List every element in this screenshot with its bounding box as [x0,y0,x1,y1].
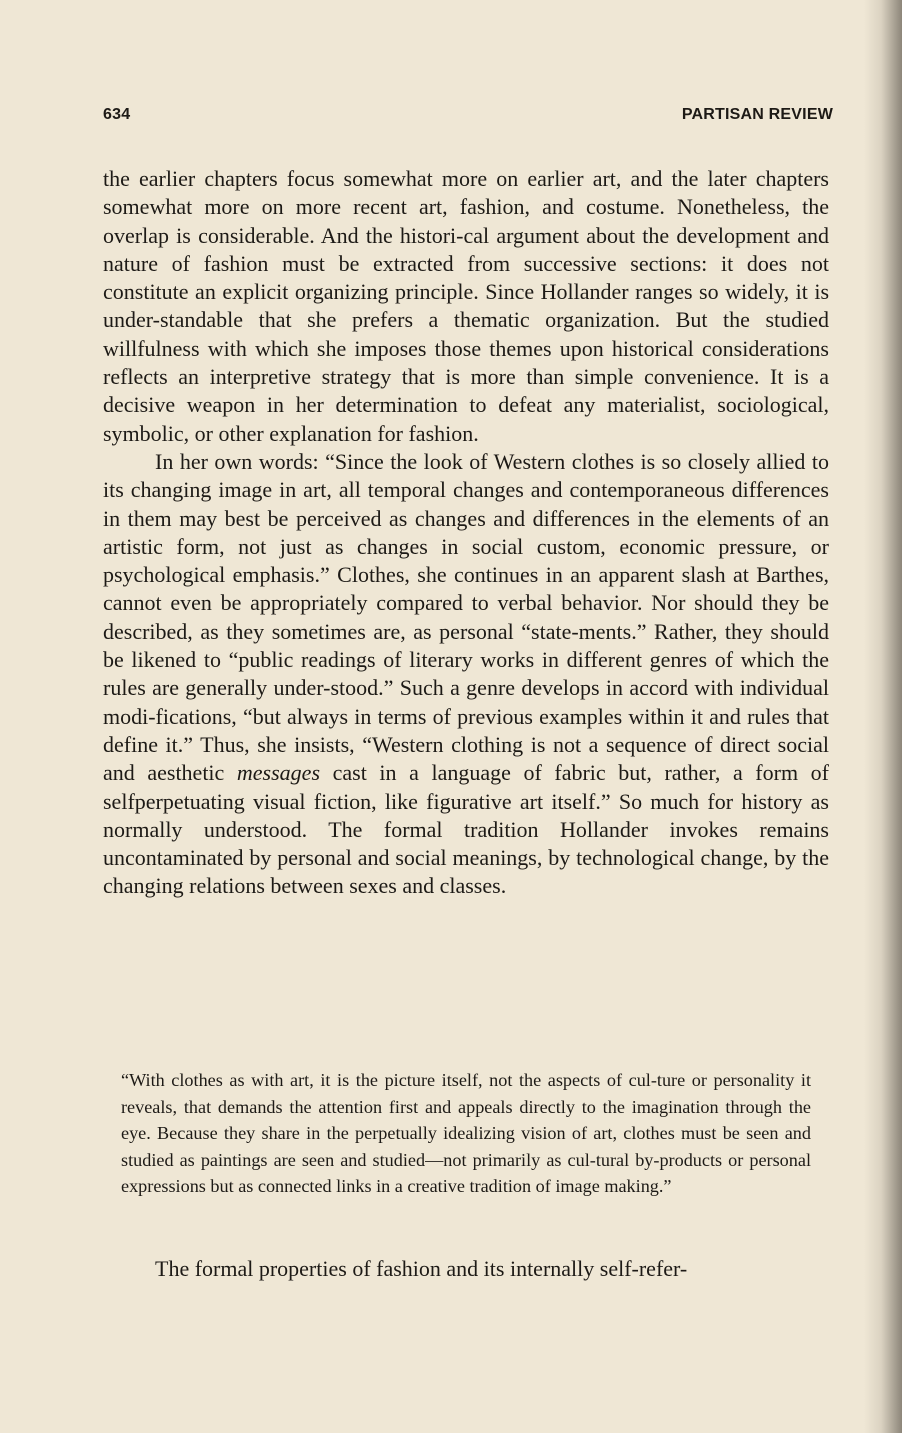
paragraph-2-part-1: In her own words: “Since the look of Western clothes is so closely allied to its changing image in art, all temporal changes and contemporaneous differences in them may best be perceived as changes and differences in the elements of an artistic form, not just as changes in social custom, economic pressure, or psychological emphasis.” Clothes, she continues in an apparent slash at Barthes, cannot even be appropriately compared to verbal behavior. Nor should they be described, as they sometimes are, as personal “state-ments.” Rather, they should be likened to “public readings of literary works in different genres of which the rules are generally under-stood.” Such a genre develops in accord with individual modi-fications, “but always in terms of previous examples within it and rules that define it.” Thus, she insists, “Western clothing is not a sequence of direct social and aesthetic [103,448,829,786]
closing-paragraph [103,1255,829,1283]
paragraph-1: the earlier chapters focus somewhat more on earlier art, and the later chapters somewhat more on more recent art, fashion, and costume. Nonetheless, the overlap is considerable. And the histori-cal argument about the development and nature of fashion must be extracted from successive sections: it does not constitute an explicit organizing principle. Since Hollander ranges so widely, it is under-standable that she prefers a thematic organization. But the studied willfulness with which she imposes those themes upon historical considerations reflects an interpretive strategy that is more than simple convenience. It is a decisive weapon in her determination to defeat any materialist, sociological, symbolic, or other explanation for fashion. [103,166,829,446]
paragraph-2-part-2: cast in a language of fabric but, rather, a form of selfperpetuating visual fiction, like figurative art itself.” So much for history as normally understood. The formal tradition Hollander invokes remains uncontaminated by personal and social meanings, by technological change, by the changing relations between sexes and classes. [103,760,829,899]
paragraph-2 [103,448,829,901]
body-text [103,165,829,901]
italic-messages: messages [236,760,321,786]
running-header [103,106,833,130]
closing-paragraph-text: The formal properties of fashion and its internally self-refer- [155,1256,688,1281]
block-quote [121,1067,811,1200]
block-quote-text: “With clothes as with art, it is the picture itself, not the aspects of cul-ture or personality it reveals, that demands the attention first and appeals directly to the imagination through the eye. Because they share in the perpetually idealizing vision of art, clothes must be seen and studied as paintings are seen and studied—not primarily as cul-tural by-products or personal expressions but as connected links in a creative tradition of image making.” [121,1070,811,1197]
page-edge-shadow [864,0,902,1433]
journal-title: PARTISAN REVIEW [681,106,833,123]
page-number: 634 [103,106,131,123]
